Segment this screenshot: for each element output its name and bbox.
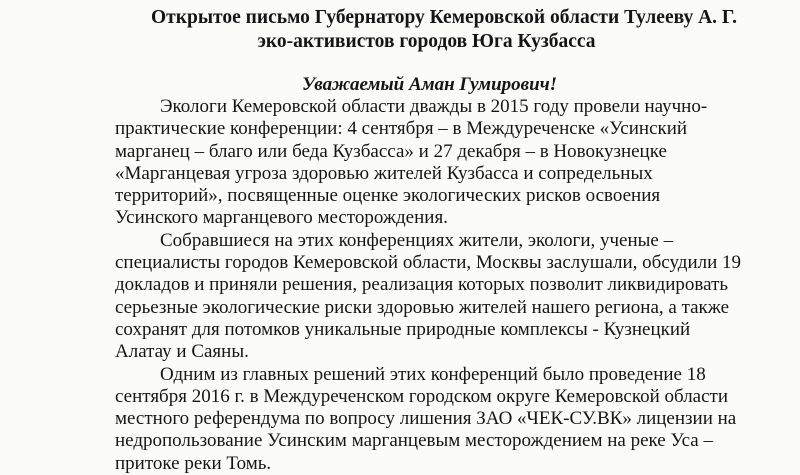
letter-body bbox=[115, 96, 742, 475]
text-line: практические конференции: 4 сентября – в Междуреченске «Усинский bbox=[115, 118, 688, 140]
text-line: территорий», посвященные оценке экологических рисков освоения bbox=[115, 185, 661, 207]
text-line: Усинского марганцевого месторождения. bbox=[115, 207, 448, 229]
paragraph-1 bbox=[115, 96, 714, 230]
text-line: сентября 2016 г. в Междуреченском городском округе Кемеровской области bbox=[115, 385, 729, 407]
text-line: местного референдума по вопросу лишения ЗАО «ЧЕК-СУ.ВК» лицензии на bbox=[115, 408, 737, 430]
text-line: Экологи Кемеровской области дважды в 2015 году провели научно- bbox=[160, 96, 708, 117]
text-line: Собравшиеся на этих конференциях жители, экологи, ученые – bbox=[160, 229, 674, 251]
text-line: марганец – благо или беда Кузбасса» и 27 декабря – в Новокузнецке bbox=[115, 140, 667, 162]
text-line: серьезные экологические риски здоровью жителей нашего региона, а также bbox=[115, 296, 730, 318]
paragraph-2 bbox=[115, 229, 742, 364]
text-line: «Марганцевая угроза здоровью жителей Кузбасса и сопредельных bbox=[115, 162, 653, 184]
text-line: Одним из главных решений этих конференций было проведение 18 bbox=[160, 363, 706, 385]
text-line: Алатау и Саяны. bbox=[115, 341, 249, 363]
text-line: недропользование Усинским марганцевым месторождением на реке Уса – bbox=[115, 430, 713, 452]
text-line: сохранят для потомков уникальные природные комплексы - Кузнецкий bbox=[115, 318, 691, 340]
letter-title-line-2: эко-активистов городов Юга Кузбасса bbox=[257, 31, 596, 52]
salutation: Уважаемый Аман Гумирович! bbox=[301, 74, 558, 95]
text-line: притоке реки Томь. bbox=[115, 452, 272, 474]
text-line: докладов и приняли решения, реализация которых позволит ликвидировать bbox=[115, 274, 729, 296]
text-line: специалисты городов Кемеровской области, Москвы заслушали, обсудили 19 bbox=[115, 252, 742, 274]
letter-title-line-1: Открытое письмо Губернатору Кемеровской области Тулееву А. Г. bbox=[151, 7, 738, 28]
paragraph-3 bbox=[115, 363, 737, 475]
